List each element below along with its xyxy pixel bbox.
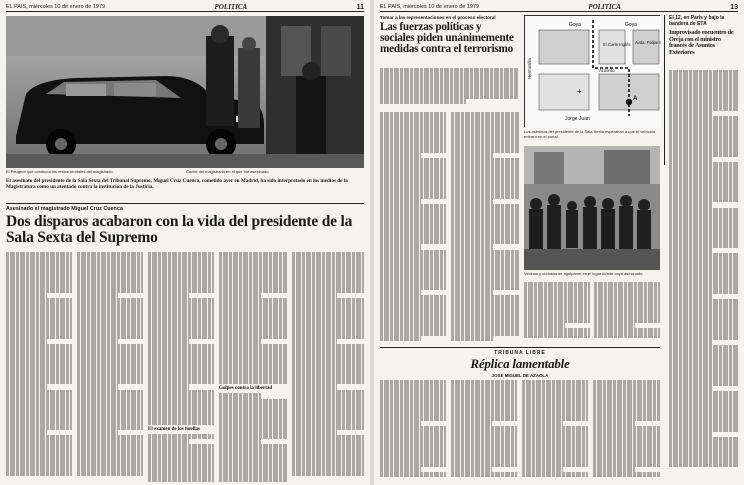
text-line xyxy=(451,336,493,341)
photo-caption-right: Coche del magistrado en el que fue asesinado. xyxy=(186,169,270,174)
photo-caption-left: El Peugeot que conducía los restos mortales del magistrado. xyxy=(6,169,114,174)
text-line xyxy=(522,472,588,477)
text-line xyxy=(380,336,421,341)
page-number: 11 xyxy=(356,3,364,11)
section-title: POLITICA xyxy=(588,3,621,11)
section-title: POLITICA xyxy=(214,3,248,11)
body-column-3b xyxy=(524,282,590,344)
sidebar-headline: Improvisado encuentro de Oreja con el ministro francés de Asuntos Exteriores xyxy=(669,29,734,57)
section-rule xyxy=(6,203,364,204)
body-column-4 xyxy=(594,282,660,344)
article-kicker: Tomar a las representaciones en el proceso electoral xyxy=(380,15,496,20)
photo-image xyxy=(6,16,364,168)
crowd-photo xyxy=(524,146,660,270)
lead-paragraph: El asesinato del presidente de la Sala Sexta del Tribunal Supremo, Miguel Cruz Cuenca, cometido ayer en Madrid, ha sido interpretado en los medios de la Magistratura como un atentado contra la institución de la Justicia. xyxy=(6,178,348,191)
body-column-1 xyxy=(6,252,72,482)
running-header xyxy=(6,3,364,12)
map-street-left: Hermosilla xyxy=(527,58,532,79)
text-line xyxy=(593,472,660,477)
header-date: EL PAÍS, miércoles 10 de enero de 1979 xyxy=(380,4,480,10)
text-line xyxy=(148,480,214,482)
column-subhead: El examen de los huellas xyxy=(148,427,200,433)
page-11 xyxy=(0,0,370,485)
crime-scene-photo xyxy=(6,16,364,168)
map-label-box-1: El Corte Inglés xyxy=(603,42,631,47)
tribune-label: TRIBUNA LIBRE xyxy=(494,350,546,356)
text-line xyxy=(594,333,660,338)
crowd-photo-caption: Vecinos y curiosos se agolparon en el lugar donde cayó asesinado. xyxy=(524,271,644,276)
tribune-column-3 xyxy=(522,380,588,482)
text-line xyxy=(380,472,446,477)
body-column-1 xyxy=(380,112,446,344)
map-street-bottom: Jorge Juan xyxy=(565,116,590,122)
column-subhead: Golpes contra la libertad xyxy=(219,386,273,392)
body-column-2 xyxy=(77,252,143,482)
header-date: EL PAÍS, miércoles 10 de enero de 1979 xyxy=(6,4,106,10)
text-line xyxy=(219,379,287,384)
body-column-3 xyxy=(148,252,214,482)
tribune-column-4 xyxy=(593,380,660,482)
text-line xyxy=(292,471,364,476)
tribune-column-2 xyxy=(451,380,517,482)
text-line xyxy=(524,333,590,338)
text-line xyxy=(6,471,72,476)
map-street-right: Acuerdo xyxy=(599,68,615,73)
map-caption: Los asesinos del presidente de la Sala Sexta esperaban a que el vehículo entrara en el portal. xyxy=(524,129,656,139)
map-marker: A xyxy=(633,96,638,102)
map-street-top: Goya xyxy=(569,22,581,28)
sidebar-body xyxy=(669,70,739,480)
body-column-4 xyxy=(219,252,287,482)
text-line xyxy=(669,462,739,467)
tribune-headline: Réplica lamentable xyxy=(470,356,570,371)
page-number: 13 xyxy=(730,3,738,11)
sidebar-rule xyxy=(664,15,665,165)
running-header xyxy=(380,3,738,12)
map-cross: + xyxy=(577,87,582,96)
text-line xyxy=(77,471,143,476)
page-13 xyxy=(374,0,744,485)
body-column-5 xyxy=(292,252,364,482)
tribune-column-1 xyxy=(380,380,446,482)
street-map xyxy=(524,15,660,127)
article-headline: Las fuerzas políticas y sociales piden unánimemente medidas contra el terrorismo xyxy=(380,21,514,56)
body-column-2 xyxy=(451,112,519,344)
map-label-box-2: Avda. Felipe II xyxy=(635,40,661,45)
article-kicker: Asesinado el magistrado Miguel Cruz Cuenca xyxy=(6,206,123,212)
article-headline: Dos disparos acabaron con la vida del presidente de la Sala Sexta del Supremo xyxy=(6,213,353,246)
text-line xyxy=(451,472,517,477)
text-line xyxy=(219,480,287,482)
sidebar-kicker: El 12, en París y bajo la bandera de ETA xyxy=(669,15,725,27)
tribune-rule xyxy=(380,347,660,348)
lead-paragraph xyxy=(380,68,518,108)
map-street-top-right: Goya xyxy=(625,22,637,28)
tribune-byline: JOSÉ MIGUEL DE AZAOLA xyxy=(491,373,549,378)
text-line xyxy=(148,420,214,425)
